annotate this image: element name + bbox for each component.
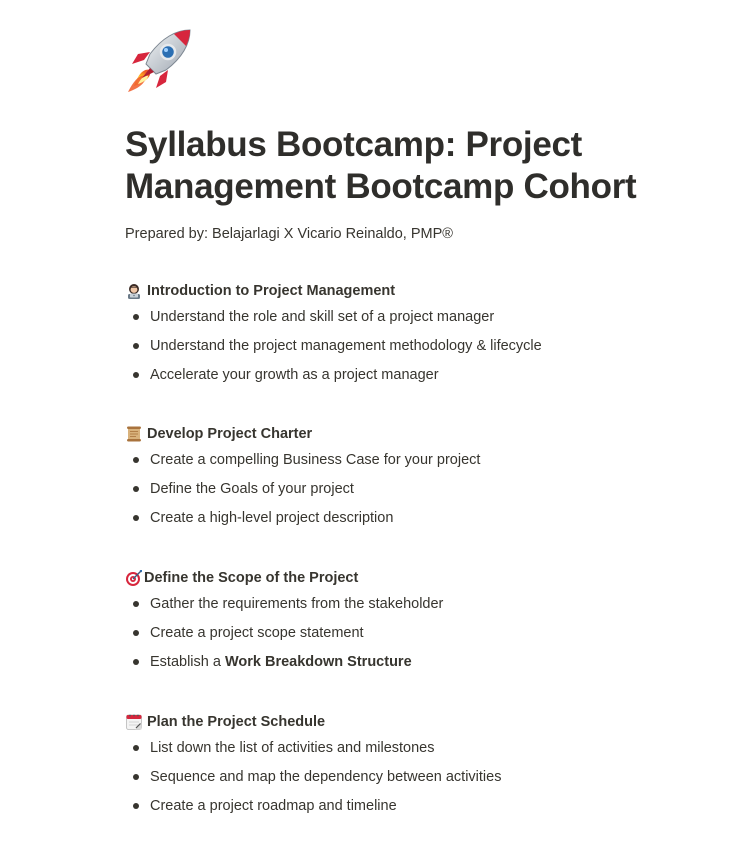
list-item-text: Accelerate your growth as a project manager	[150, 367, 439, 383]
page-title: Syllabus Bootcamp: Project Management Bootcamp Cohort	[125, 125, 637, 206]
list-item-text: Define the Goals of your project	[150, 481, 354, 497]
section-heading	[125, 711, 685, 733]
bullet-icon	[133, 457, 139, 463]
page-subtitle: Prepared by: Belajarlagi X Vicario Reinaldo, PMP®	[125, 226, 453, 242]
bullet-icon	[133, 745, 139, 751]
list-item	[125, 651, 685, 680]
section-project-charter	[125, 423, 685, 536]
list-item	[125, 795, 685, 824]
list-item-bold-text: Work Breakdown Structure	[224, 654, 412, 670]
list-item-text: Create a high-level project description	[150, 510, 394, 526]
section-scope	[125, 567, 685, 680]
bullet-icon	[133, 774, 139, 780]
bullet-icon	[133, 486, 139, 492]
bullet-icon	[133, 515, 139, 521]
list-item	[125, 335, 685, 364]
list-item-text: List down the list of activities and milestones	[150, 740, 435, 756]
list-item-text: Gather the requirements from the stakeholder	[150, 596, 444, 612]
woman-technologist-icon	[125, 282, 143, 300]
bullet-icon	[133, 601, 139, 607]
bullet-icon	[133, 343, 139, 349]
bullet-list	[125, 737, 685, 824]
list-item-text: Create a project roadmap and timeline	[150, 798, 397, 814]
list-item	[125, 449, 685, 478]
bullet-icon	[133, 314, 139, 320]
section-heading-text: Introduction to Project Management	[147, 283, 396, 299]
bullet-icon	[133, 630, 139, 636]
list-item-text: Create a compelling Business Case for your project	[150, 452, 481, 468]
list-item	[125, 766, 685, 795]
calendar-icon	[125, 713, 143, 731]
section-heading-text: Develop Project Charter	[147, 426, 313, 442]
section-heading-text: Plan the Project Schedule	[147, 714, 326, 730]
bullet-icon	[133, 372, 139, 378]
list-item	[125, 306, 685, 335]
section-introduction	[125, 280, 685, 393]
list-item-text: Understand the project management methodology & lifecycle	[150, 338, 542, 354]
list-item	[125, 507, 685, 536]
section-schedule	[125, 711, 685, 824]
bullet-list	[125, 593, 685, 680]
section-heading-text: Define the Scope of the Project	[144, 570, 359, 586]
bullet-icon	[133, 803, 139, 809]
list-item-text: Sequence and map the dependency between activities	[150, 769, 502, 785]
scroll-icon	[125, 425, 143, 443]
section-heading	[125, 423, 685, 445]
list-item-text: Create a project scope statement	[150, 625, 364, 641]
list-item	[125, 364, 685, 393]
section-heading	[125, 280, 685, 302]
rocket-icon	[124, 24, 196, 96]
bullet-icon	[133, 659, 139, 665]
section-heading	[125, 567, 685, 589]
list-item	[125, 737, 685, 766]
bullet-list	[125, 449, 685, 536]
list-item	[125, 593, 685, 622]
list-item-text: Establish a	[150, 654, 225, 670]
list-item-text: Understand the role and skill set of a project manager	[150, 309, 495, 325]
list-item	[125, 622, 685, 651]
list-item	[125, 478, 685, 507]
bullet-list	[125, 306, 685, 393]
direct-hit-icon	[125, 569, 143, 587]
